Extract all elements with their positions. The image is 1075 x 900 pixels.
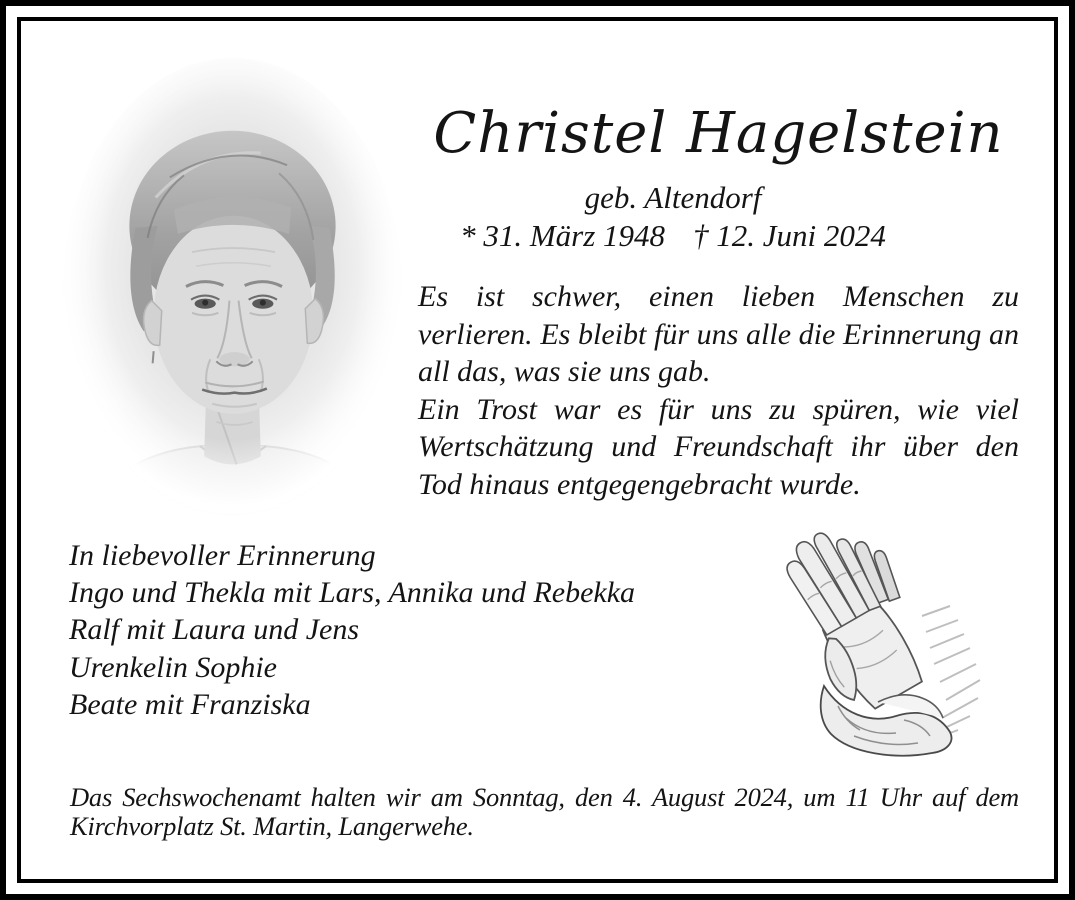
mourners-line: In liebevoller Erinnerung — [69, 539, 376, 572]
praying-hands-icon — [754, 520, 982, 758]
eulogy-paragraph-2: Ein Trost war es für uns zu spüren, wie viel Wertschätzung und Freundschaft ihr über den Tod hinaus entgegengebracht wurde. — [418, 392, 1019, 501]
mourners-line: Ralf mit Laura und Jens — [69, 613, 359, 647]
maiden-name: geb. Altendorf — [584, 180, 762, 215]
mourners-line: Ingo und Thekla mit Lars, Annika und Rebekka — [69, 576, 636, 610]
mourners-line: Beate mit Franziska — [69, 687, 311, 721]
service-notice: Das Sechswochenamt halten wir am Sonntag, den 4. August 2024, um 11 Uhr auf dem Kirchvorplatz St. Martin, Langerwehe. — [70, 782, 1019, 841]
birth-date: * 31. März 1948 — [460, 218, 666, 253]
deceased-name: Christel Hagelstein — [433, 101, 1004, 166]
death-date: † 12. Juni 2024 — [693, 218, 886, 253]
eulogy-paragraph-1: Es ist schwer, einen lieben Menschen zu verlieren. Es bleibt für uns alle die Erinnerung an all das, was sie uns gab. — [418, 280, 1019, 389]
mourners-list — [69, 537, 759, 723]
portrait-photo — [58, 56, 408, 521]
life-dates — [373, 217, 973, 255]
eulogy-text — [418, 278, 1019, 504]
mourners-line: Urenkelin Sophie — [69, 650, 277, 684]
